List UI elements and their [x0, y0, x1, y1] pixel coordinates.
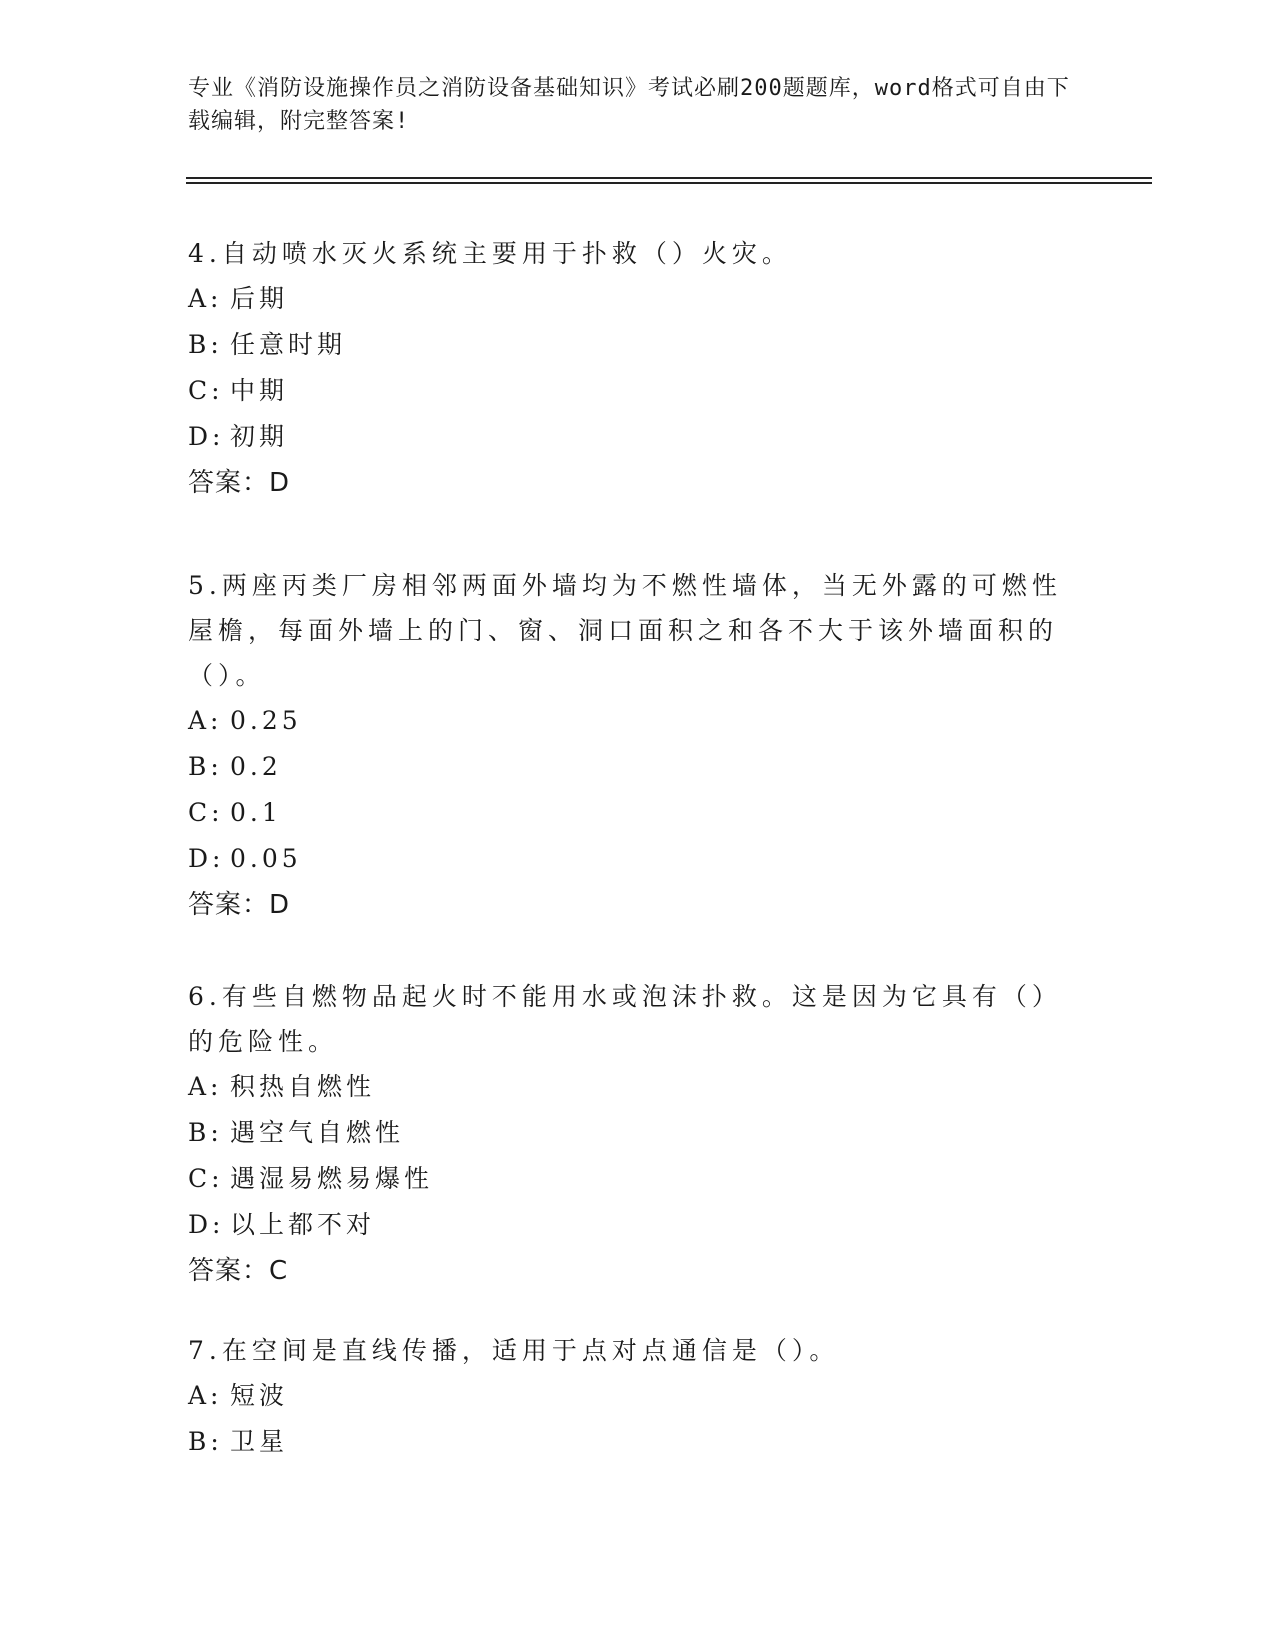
option-text: 后期: [230, 284, 289, 313]
question-stem: 4.自动喷水灭火系统主要用于扑救（）火灾。: [188, 239, 792, 268]
option-b: [188, 322, 1068, 368]
option-text: 遇空气自燃性: [230, 1118, 405, 1147]
option-d: [188, 414, 1068, 460]
option-letter: D:: [188, 844, 225, 873]
question-stem: 7.在空间是直线传播，适用于点对点通信是（）。: [188, 1336, 840, 1365]
option-letter: C:: [188, 798, 224, 827]
option-a: [188, 276, 1068, 322]
option-b: [188, 1110, 1068, 1156]
answer-line: 答案：D: [188, 890, 291, 920]
option-text: 以上都不对: [230, 1210, 376, 1239]
option-letter: C:: [188, 376, 224, 405]
option-letter: D:: [188, 422, 225, 451]
option-text: 0.05: [230, 844, 302, 873]
option-letter: B:: [188, 752, 223, 781]
question-4: [188, 231, 1068, 506]
header-divider: [186, 177, 1152, 179]
question-7: [188, 1328, 1068, 1465]
option-d: [188, 836, 1068, 882]
option-text: 0.25: [230, 706, 302, 735]
option-text: 中期: [230, 376, 289, 405]
option-text: 初期: [230, 422, 289, 451]
option-a: [188, 698, 1068, 744]
document-header: 专业《消防设施操作员之消防设备基础知识》考试必刷200题题库，word格式可自由下载编辑，附完整答案!: [188, 76, 1070, 134]
option-text: 卫星: [230, 1427, 289, 1456]
option-c: [188, 1156, 1068, 1202]
option-letter: B:: [188, 330, 223, 359]
option-text: 积热自燃性: [230, 1072, 376, 1101]
option-letter: B:: [188, 1427, 223, 1456]
option-d: [188, 1202, 1068, 1248]
answer-line: 答案：C: [188, 1256, 289, 1286]
option-a: [188, 1373, 1068, 1419]
option-text: 0.1: [230, 798, 282, 827]
option-letter: A:: [188, 1072, 223, 1101]
option-text: 任意时期: [230, 330, 347, 359]
question-6: [188, 974, 1068, 1294]
option-a: [188, 1064, 1068, 1110]
question-stem: 5.两座丙类厂房相邻两面外墙均为不燃性墙体，当无外露的可燃性屋檐，每面外墙上的门、窗、洞口面积之和各不大于该外墙面积的（）。: [188, 571, 1062, 690]
question-5: [188, 563, 1068, 928]
option-b: [188, 744, 1068, 790]
option-text: 0.2: [230, 752, 282, 781]
option-letter: A:: [188, 706, 223, 735]
option-c: [188, 790, 1068, 836]
option-text: 遇湿易燃易爆性: [230, 1164, 434, 1193]
option-letter: A:: [188, 284, 223, 313]
option-text: 短波: [230, 1381, 289, 1410]
header-divider-second: [186, 182, 1152, 184]
option-letter: A:: [188, 1381, 223, 1410]
option-c: [188, 368, 1068, 414]
option-b: [188, 1419, 1068, 1465]
option-letter: D:: [188, 1210, 225, 1239]
option-letter: B:: [188, 1118, 223, 1147]
answer-line: 答案：D: [188, 468, 291, 498]
option-letter: C:: [188, 1164, 224, 1193]
question-stem: 6.有些自燃物品起火时不能用水或泡沫扑救。这是因为它具有（）的危险性。: [188, 982, 1062, 1056]
